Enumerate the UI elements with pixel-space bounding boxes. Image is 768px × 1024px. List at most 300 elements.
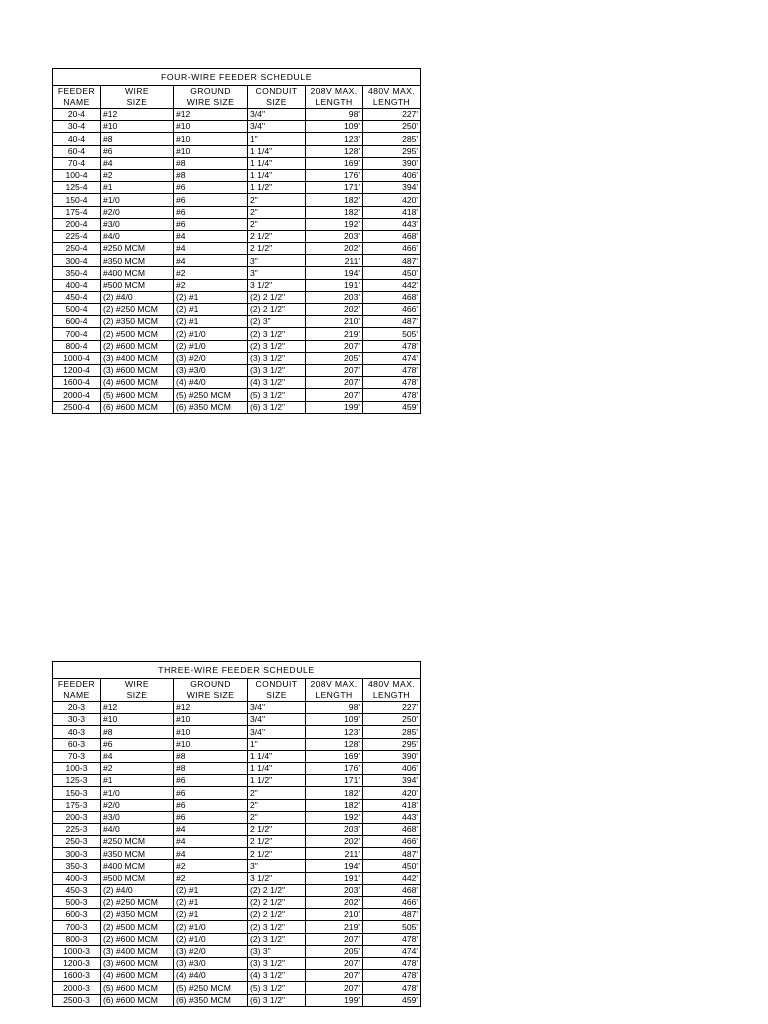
conduit-size-cell: 3/4" [248, 109, 306, 121]
length-208v-cell: 207' [306, 377, 363, 389]
header-208v-length: LENGTH [306, 690, 363, 702]
ground-wire-size-cell: #4 [174, 836, 248, 848]
length-480v-cell: 505' [363, 328, 421, 340]
length-480v-cell: 505' [363, 921, 421, 933]
length-480v-cell: 466' [363, 897, 421, 909]
ground-wire-size-cell: #2 [174, 860, 248, 872]
header-ground: GROUND [174, 86, 248, 98]
table-row [53, 933, 421, 945]
table-row [53, 377, 421, 389]
table-row [53, 762, 421, 774]
feeder-name-cell: 125-3 [53, 775, 101, 787]
wire-size-cell: #6 [101, 145, 174, 157]
table-row [53, 787, 421, 799]
length-208v-cell: 203' [306, 823, 363, 835]
table-row [53, 884, 421, 896]
length-480v-cell: 487' [363, 909, 421, 921]
table-row [53, 267, 421, 279]
length-480v-cell: 442' [363, 872, 421, 884]
wire-size-cell: #400 MCM [101, 267, 174, 279]
table-row [53, 218, 421, 230]
four-wire-feeder-schedule-table [52, 68, 421, 414]
feeder-name-cell: 350-4 [53, 267, 101, 279]
conduit-size-cell: (2) 2 1/2" [248, 909, 306, 921]
ground-wire-size-cell: #10 [174, 145, 248, 157]
wire-size-cell: #4 [101, 157, 174, 169]
ground-wire-size-cell: #4 [174, 255, 248, 267]
length-208v-cell: 192' [306, 218, 363, 230]
wire-size-cell: #500 MCM [101, 872, 174, 884]
conduit-size-cell: 1" [248, 133, 306, 145]
length-208v-cell: 210' [306, 909, 363, 921]
feeder-name-cell: 400-3 [53, 872, 101, 884]
header-wire-size: WIRE SIZE [174, 690, 248, 702]
feeder-name-cell: 125-4 [53, 182, 101, 194]
conduit-size-cell: (2) 3 1/2" [248, 340, 306, 352]
length-480v-cell: 295' [363, 145, 421, 157]
ground-wire-size-cell: (2) #1 [174, 897, 248, 909]
header-480v-length: LENGTH [363, 97, 421, 109]
length-208v-cell: 211' [306, 255, 363, 267]
length-480v-cell: 443' [363, 811, 421, 823]
header-ground: GROUND [174, 679, 248, 691]
table-row [53, 945, 421, 957]
ground-wire-size-cell: #2 [174, 279, 248, 291]
wire-size-cell: #2 [101, 169, 174, 181]
feeder-name-cell: 150-3 [53, 787, 101, 799]
conduit-size-cell: 1 1/4" [248, 145, 306, 157]
length-208v-cell: 219' [306, 328, 363, 340]
table-row [53, 230, 421, 242]
table-row [53, 401, 421, 413]
length-208v-cell: 123' [306, 133, 363, 145]
feeder-name-cell: 600-3 [53, 909, 101, 921]
conduit-size-cell: (4) 3 1/2" [248, 970, 306, 982]
feeder-name-cell: 200-3 [53, 811, 101, 823]
ground-wire-size-cell: (6) #350 MCM [174, 994, 248, 1006]
length-208v-cell: 203' [306, 884, 363, 896]
table-row [53, 738, 421, 750]
wire-size-cell: #350 MCM [101, 255, 174, 267]
conduit-size-cell: 3" [248, 267, 306, 279]
ground-wire-size-cell: #6 [174, 182, 248, 194]
length-480v-cell: 478' [363, 982, 421, 994]
ground-wire-size-cell: #4 [174, 823, 248, 835]
table-row [53, 109, 421, 121]
conduit-size-cell: 2 1/2" [248, 243, 306, 255]
table-row [53, 145, 421, 157]
header-conduit-size: SIZE [248, 97, 306, 109]
ground-wire-size-cell: #8 [174, 157, 248, 169]
header-208v-length: LENGTH [306, 97, 363, 109]
feeder-name-cell: 1600-4 [53, 377, 101, 389]
conduit-size-cell: 2" [248, 206, 306, 218]
feeder-name-cell: 40-4 [53, 133, 101, 145]
conduit-size-cell: 1 1/4" [248, 169, 306, 181]
wire-size-cell: (4) #600 MCM [101, 970, 174, 982]
table-row [53, 799, 421, 811]
length-480v-cell: 390' [363, 157, 421, 169]
length-480v-cell: 478' [363, 364, 421, 376]
length-480v-cell: 478' [363, 389, 421, 401]
ground-wire-size-cell: #6 [174, 206, 248, 218]
length-480v-cell: 450' [363, 267, 421, 279]
feeder-name-cell: 175-4 [53, 206, 101, 218]
ground-wire-size-cell: (3) #2/0 [174, 352, 248, 364]
feeder-name-cell: 225-4 [53, 230, 101, 242]
ground-wire-size-cell: (5) #250 MCM [174, 982, 248, 994]
length-208v-cell: 109' [306, 714, 363, 726]
length-480v-cell: 466' [363, 836, 421, 848]
length-208v-cell: 207' [306, 957, 363, 969]
length-480v-cell: 285' [363, 726, 421, 738]
length-208v-cell: 199' [306, 994, 363, 1006]
table-row [53, 255, 421, 267]
length-208v-cell: 207' [306, 389, 363, 401]
feeder-name-cell: 350-3 [53, 860, 101, 872]
length-480v-cell: 487' [363, 255, 421, 267]
length-480v-cell: 227' [363, 702, 421, 714]
length-480v-cell: 478' [363, 970, 421, 982]
table-row [53, 714, 421, 726]
conduit-size-cell: 2" [248, 194, 306, 206]
header-208v: 208V MAX. [306, 679, 363, 691]
feeder-name-cell: 300-3 [53, 848, 101, 860]
three-wire-feeder-schedule-table [52, 661, 421, 1007]
table-row [53, 909, 421, 921]
ground-wire-size-cell: #12 [174, 109, 248, 121]
table-row [53, 726, 421, 738]
wire-size-cell: (3) #600 MCM [101, 957, 174, 969]
length-480v-cell: 443' [363, 218, 421, 230]
table-row [53, 823, 421, 835]
wire-size-cell: (3) #400 MCM [101, 352, 174, 364]
ground-wire-size-cell: #6 [174, 194, 248, 206]
conduit-size-cell: 2 1/2" [248, 823, 306, 835]
wire-size-cell: (2) #500 MCM [101, 328, 174, 340]
wire-size-cell: (5) #600 MCM [101, 389, 174, 401]
feeder-name-cell: 1200-3 [53, 957, 101, 969]
feeder-name-cell: 2000-4 [53, 389, 101, 401]
ground-wire-size-cell: #4 [174, 848, 248, 860]
conduit-size-cell: 2" [248, 799, 306, 811]
conduit-size-cell: 2 1/2" [248, 836, 306, 848]
length-480v-cell: 418' [363, 799, 421, 811]
table-body [53, 109, 421, 414]
length-208v-cell: 203' [306, 230, 363, 242]
length-208v-cell: 182' [306, 787, 363, 799]
table-row [53, 957, 421, 969]
conduit-size-cell: 3 1/2" [248, 279, 306, 291]
table-row [53, 702, 421, 714]
header-name: NAME [53, 97, 101, 109]
header-row-bottom [53, 97, 421, 109]
length-208v-cell: 202' [306, 243, 363, 255]
length-480v-cell: 487' [363, 848, 421, 860]
conduit-size-cell: (3) 3 1/2" [248, 957, 306, 969]
length-480v-cell: 295' [363, 738, 421, 750]
wire-size-cell: (5) #600 MCM [101, 982, 174, 994]
table-row [53, 897, 421, 909]
table-row [53, 340, 421, 352]
length-208v-cell: 98' [306, 109, 363, 121]
wire-size-cell: (2) #600 MCM [101, 933, 174, 945]
conduit-size-cell: (2) 2 1/2" [248, 897, 306, 909]
table-row [53, 157, 421, 169]
feeder-name-cell: 450-3 [53, 884, 101, 896]
conduit-size-cell: (5) 3 1/2" [248, 389, 306, 401]
wire-size-cell: #2/0 [101, 206, 174, 218]
wire-size-cell: (4) #600 MCM [101, 377, 174, 389]
feeder-name-cell: 70-4 [53, 157, 101, 169]
feeder-name-cell: 70-3 [53, 750, 101, 762]
length-480v-cell: 478' [363, 957, 421, 969]
ground-wire-size-cell: #8 [174, 750, 248, 762]
feeder-name-cell: 1200-4 [53, 364, 101, 376]
length-480v-cell: 487' [363, 316, 421, 328]
ground-wire-size-cell: (2) #1/0 [174, 340, 248, 352]
header-size: SIZE [101, 97, 174, 109]
length-480v-cell: 250' [363, 714, 421, 726]
table-row [53, 194, 421, 206]
length-480v-cell: 468' [363, 884, 421, 896]
length-208v-cell: 211' [306, 848, 363, 860]
ground-wire-size-cell: (2) #1 [174, 304, 248, 316]
feeder-name-cell: 175-3 [53, 799, 101, 811]
ground-wire-size-cell: (4) #4/0 [174, 377, 248, 389]
length-208v-cell: 128' [306, 738, 363, 750]
length-480v-cell: 418' [363, 206, 421, 218]
ground-wire-size-cell: (2) #1 [174, 884, 248, 896]
table-row [53, 389, 421, 401]
feeder-name-cell: 250-4 [53, 243, 101, 255]
length-208v-cell: 203' [306, 291, 363, 303]
table-row [53, 921, 421, 933]
conduit-size-cell: 1 1/4" [248, 750, 306, 762]
length-480v-cell: 468' [363, 823, 421, 835]
ground-wire-size-cell: (5) #250 MCM [174, 389, 248, 401]
length-480v-cell: 478' [363, 377, 421, 389]
ground-wire-size-cell: #6 [174, 811, 248, 823]
length-480v-cell: 227' [363, 109, 421, 121]
length-208v-cell: 109' [306, 121, 363, 133]
length-208v-cell: 199' [306, 401, 363, 413]
length-480v-cell: 474' [363, 945, 421, 957]
wire-size-cell: (2) #500 MCM [101, 921, 174, 933]
length-480v-cell: 474' [363, 352, 421, 364]
header-wire: WIRE [101, 86, 174, 98]
conduit-size-cell: (6) 3 1/2" [248, 994, 306, 1006]
wire-size-cell: #6 [101, 738, 174, 750]
wire-size-cell: #8 [101, 133, 174, 145]
length-480v-cell: 459' [363, 994, 421, 1006]
length-208v-cell: 182' [306, 194, 363, 206]
feeder-name-cell: 1000-4 [53, 352, 101, 364]
wire-size-cell: #500 MCM [101, 279, 174, 291]
header-row-bottom [53, 690, 421, 702]
ground-wire-size-cell: #6 [174, 775, 248, 787]
ground-wire-size-cell: (2) #1 [174, 291, 248, 303]
wire-size-cell: #2 [101, 762, 174, 774]
ground-wire-size-cell: (2) #1 [174, 909, 248, 921]
length-480v-cell: 442' [363, 279, 421, 291]
table-row [53, 848, 421, 860]
ground-wire-size-cell: #4 [174, 230, 248, 242]
feeder-name-cell: 225-3 [53, 823, 101, 835]
length-208v-cell: 191' [306, 872, 363, 884]
length-208v-cell: 169' [306, 750, 363, 762]
conduit-size-cell: 1 1/4" [248, 157, 306, 169]
conduit-size-cell: 3/4" [248, 714, 306, 726]
length-208v-cell: 202' [306, 304, 363, 316]
wire-size-cell: #10 [101, 714, 174, 726]
feeder-name-cell: 1600-3 [53, 970, 101, 982]
length-208v-cell: 219' [306, 921, 363, 933]
conduit-size-cell: 2" [248, 787, 306, 799]
length-480v-cell: 459' [363, 401, 421, 413]
length-208v-cell: 182' [306, 799, 363, 811]
length-480v-cell: 468' [363, 291, 421, 303]
table-title: THREE-WIRE FEEDER SCHEDULE [53, 662, 421, 679]
header-480v: 480V MAX. [363, 679, 421, 691]
length-208v-cell: 210' [306, 316, 363, 328]
conduit-size-cell: 1 1/2" [248, 775, 306, 787]
wire-size-cell: #3/0 [101, 218, 174, 230]
conduit-size-cell: (2) 3" [248, 316, 306, 328]
length-208v-cell: 171' [306, 775, 363, 787]
feeder-name-cell: 400-4 [53, 279, 101, 291]
ground-wire-size-cell: #6 [174, 799, 248, 811]
wire-size-cell: #4 [101, 750, 174, 762]
length-480v-cell: 450' [363, 860, 421, 872]
feeder-name-cell: 60-4 [53, 145, 101, 157]
ground-wire-size-cell: #2 [174, 267, 248, 279]
ground-wire-size-cell: (2) #1/0 [174, 921, 248, 933]
wire-size-cell: #10 [101, 121, 174, 133]
wire-size-cell: #3/0 [101, 811, 174, 823]
feeder-name-cell: 1000-3 [53, 945, 101, 957]
conduit-size-cell: (3) 3 1/2" [248, 364, 306, 376]
ground-wire-size-cell: #10 [174, 133, 248, 145]
ground-wire-size-cell: #10 [174, 726, 248, 738]
table-row [53, 291, 421, 303]
conduit-size-cell: 3/4" [248, 702, 306, 714]
wire-size-cell: #12 [101, 109, 174, 121]
wire-size-cell: #4/0 [101, 823, 174, 835]
conduit-size-cell: 3/4" [248, 726, 306, 738]
feeder-name-cell: 300-4 [53, 255, 101, 267]
conduit-size-cell: 3/4" [248, 121, 306, 133]
conduit-size-cell: (2) 3 1/2" [248, 921, 306, 933]
length-208v-cell: 176' [306, 762, 363, 774]
ground-wire-size-cell: #4 [174, 243, 248, 255]
header-row-top [53, 679, 421, 691]
table-title: FOUR-WIRE FEEDER SCHEDULE [53, 69, 421, 86]
length-480v-cell: 390' [363, 750, 421, 762]
header-480v: 480V MAX. [363, 86, 421, 98]
table-row [53, 970, 421, 982]
feeder-name-cell: 40-3 [53, 726, 101, 738]
conduit-size-cell: (3) 3 1/2" [248, 352, 306, 364]
wire-size-cell: (2) #350 MCM [101, 316, 174, 328]
wire-size-cell: #250 MCM [101, 243, 174, 255]
ground-wire-size-cell: (2) #1/0 [174, 328, 248, 340]
table-row [53, 279, 421, 291]
ground-wire-size-cell: #6 [174, 787, 248, 799]
feeder-name-cell: 100-4 [53, 169, 101, 181]
length-208v-cell: 207' [306, 970, 363, 982]
table-row [53, 775, 421, 787]
conduit-size-cell: (6) 3 1/2" [248, 401, 306, 413]
table-row [53, 860, 421, 872]
conduit-size-cell: 2" [248, 218, 306, 230]
feeder-name-cell: 500-3 [53, 897, 101, 909]
wire-size-cell: #4/0 [101, 230, 174, 242]
feeder-name-cell: 20-3 [53, 702, 101, 714]
header-row-top [53, 86, 421, 98]
length-208v-cell: 169' [306, 157, 363, 169]
wire-size-cell: (2) #350 MCM [101, 909, 174, 921]
conduit-size-cell: (2) 2 1/2" [248, 291, 306, 303]
conduit-size-cell: 1 1/2" [248, 182, 306, 194]
length-480v-cell: 394' [363, 182, 421, 194]
feeder-name-cell: 200-4 [53, 218, 101, 230]
ground-wire-size-cell: (6) #350 MCM [174, 401, 248, 413]
feeder-name-cell: 30-3 [53, 714, 101, 726]
ground-wire-size-cell: #12 [174, 702, 248, 714]
length-208v-cell: 182' [306, 206, 363, 218]
table-row [53, 811, 421, 823]
wire-size-cell: #2/0 [101, 799, 174, 811]
wire-size-cell: #12 [101, 702, 174, 714]
length-480v-cell: 420' [363, 194, 421, 206]
wire-size-cell: #400 MCM [101, 860, 174, 872]
header-feeder: FEEDER [53, 679, 101, 691]
length-208v-cell: 194' [306, 267, 363, 279]
wire-size-cell: (3) #400 MCM [101, 945, 174, 957]
conduit-size-cell: 3 1/2" [248, 872, 306, 884]
wire-size-cell: #1 [101, 182, 174, 194]
feeder-name-cell: 60-3 [53, 738, 101, 750]
length-208v-cell: 176' [306, 169, 363, 181]
table-row [53, 352, 421, 364]
conduit-size-cell: (2) 2 1/2" [248, 884, 306, 896]
length-480v-cell: 466' [363, 304, 421, 316]
feeder-name-cell: 600-4 [53, 316, 101, 328]
length-208v-cell: 205' [306, 945, 363, 957]
header-wire-size: WIRE SIZE [174, 97, 248, 109]
wire-size-cell: (2) #4/0 [101, 291, 174, 303]
table-row [53, 994, 421, 1006]
length-480v-cell: 466' [363, 243, 421, 255]
feeder-name-cell: 450-4 [53, 291, 101, 303]
ground-wire-size-cell: #6 [174, 218, 248, 230]
table-row [53, 982, 421, 994]
wire-size-cell: (6) #600 MCM [101, 401, 174, 413]
header-feeder: FEEDER [53, 86, 101, 98]
ground-wire-size-cell: #10 [174, 714, 248, 726]
length-208v-cell: 98' [306, 702, 363, 714]
ground-wire-size-cell: #10 [174, 121, 248, 133]
feeder-name-cell: 150-4 [53, 194, 101, 206]
conduit-size-cell: (4) 3 1/2" [248, 377, 306, 389]
wire-size-cell: #8 [101, 726, 174, 738]
length-480v-cell: 478' [363, 933, 421, 945]
header-wire: WIRE [101, 679, 174, 691]
length-480v-cell: 420' [363, 787, 421, 799]
ground-wire-size-cell: (4) #4/0 [174, 970, 248, 982]
table-row [53, 316, 421, 328]
